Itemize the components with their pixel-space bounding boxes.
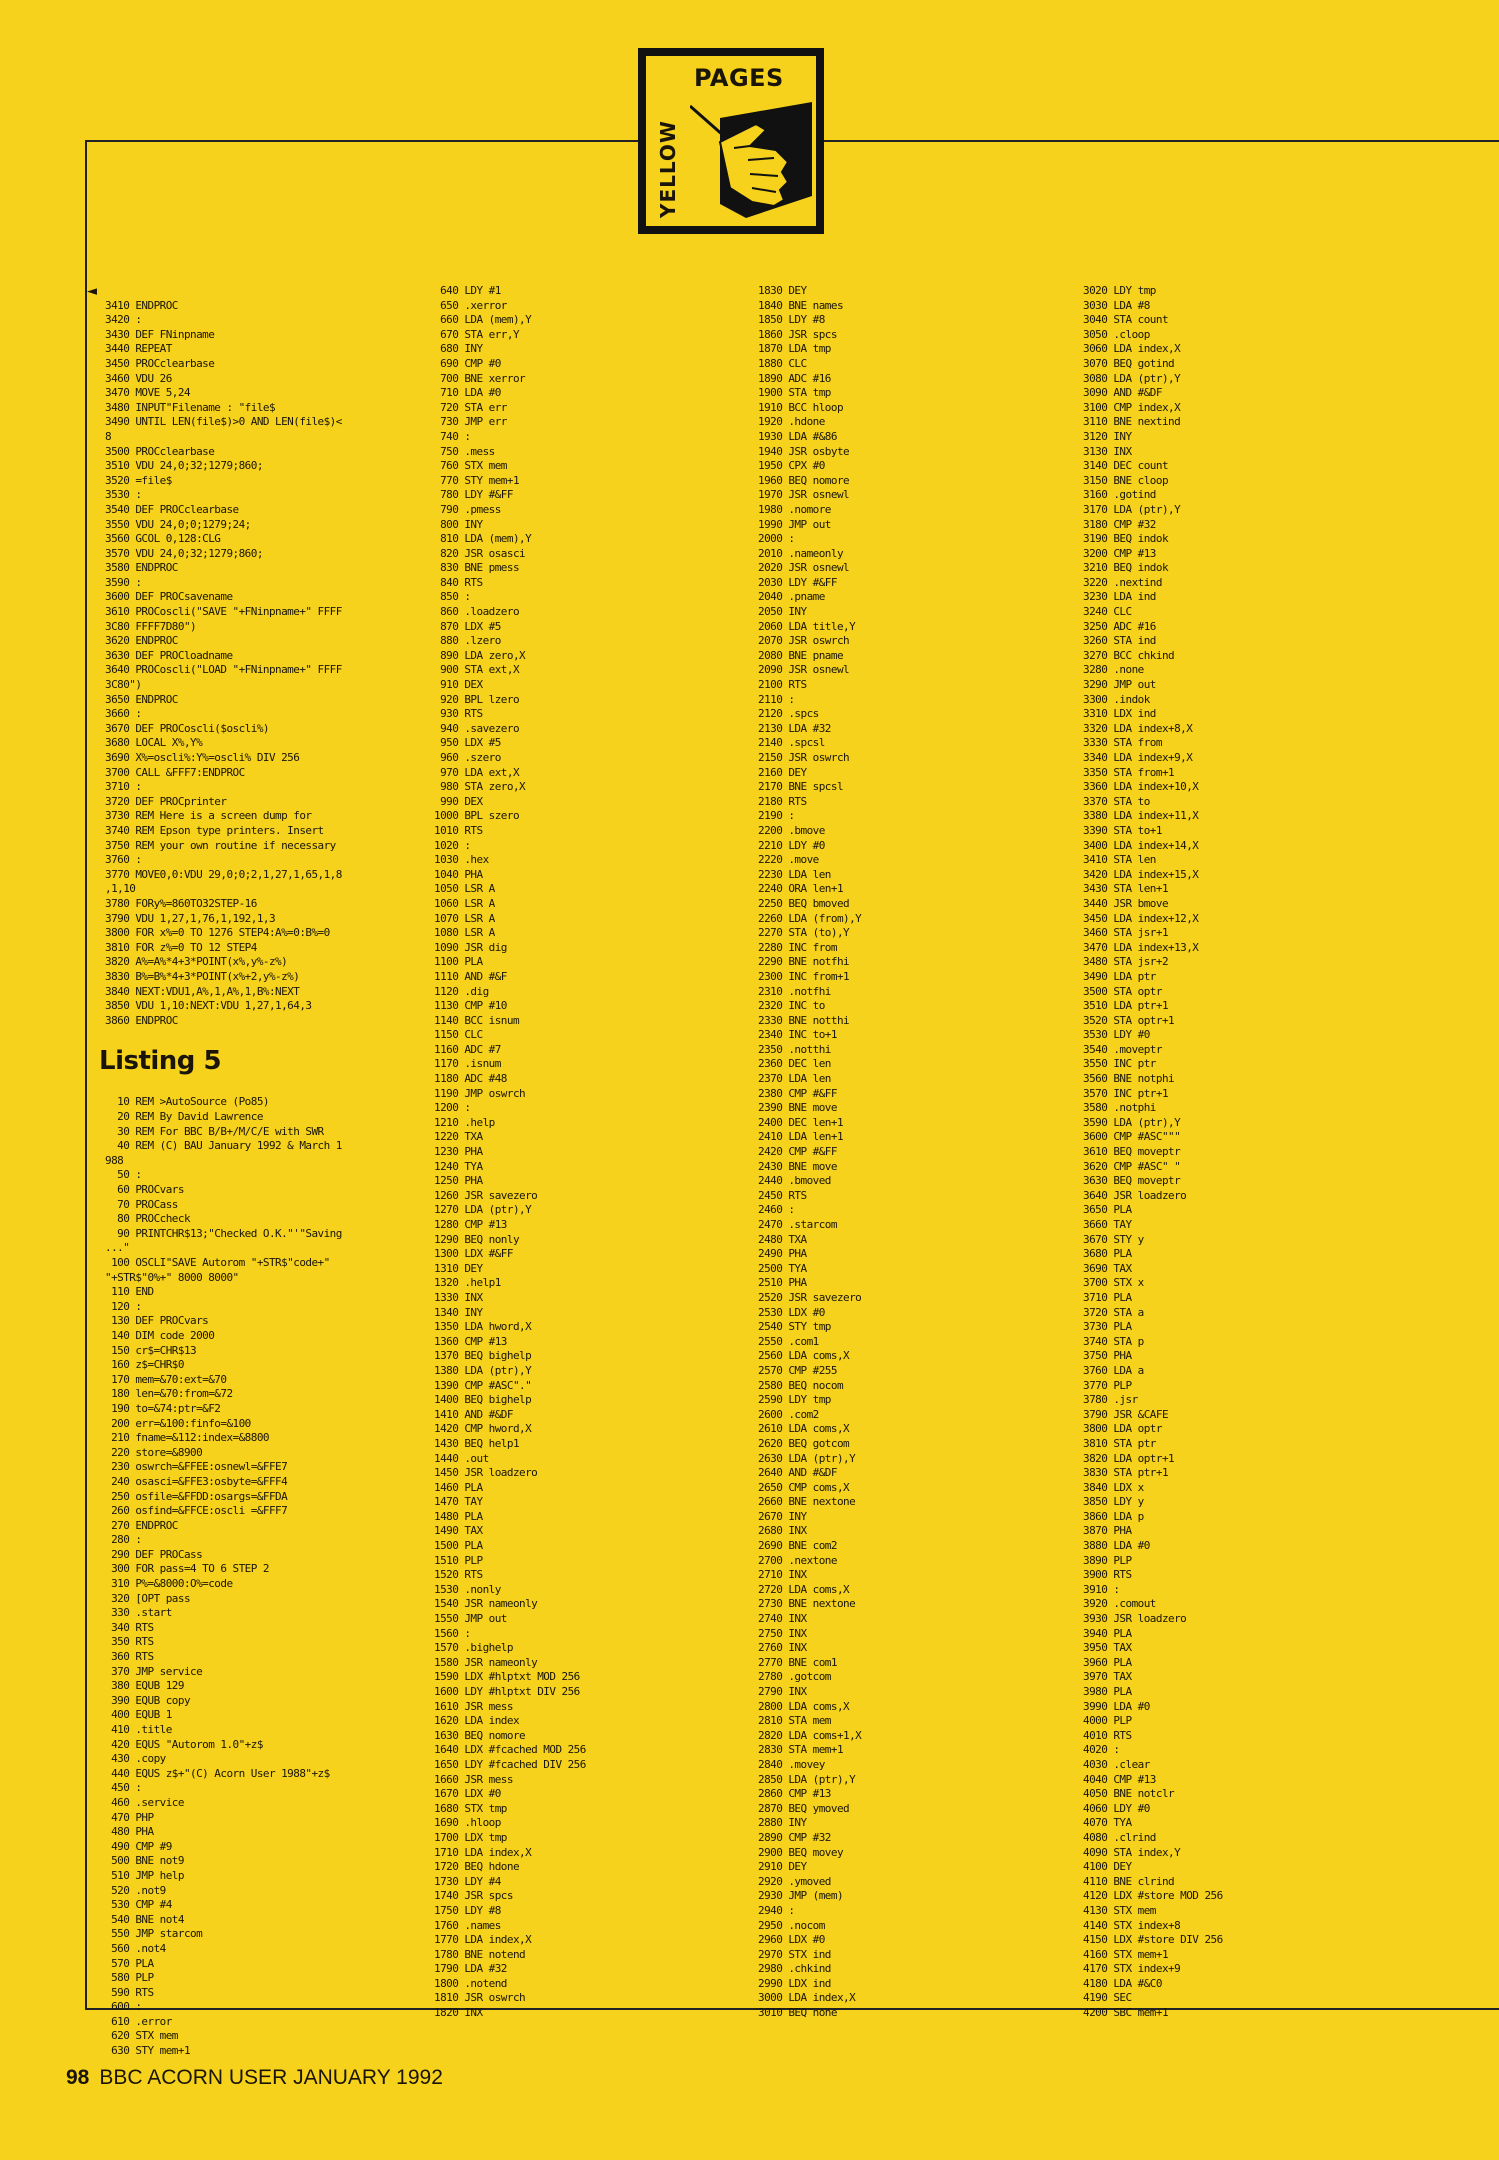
listing-column-1 — [99, 284, 342, 2073]
listing-4-tail: 3410 ENDPROC 3420 : 3430 DEF FNinpname 3440 REPEAT 3450 PROCclearbase 3460 VDU 26 3470 MOVE 5,24 3480 INPUT"Filename : "file$ 3490 UNTIL LEN(file$)>0 AND LEN(file$)< 8 3500 PROCclearbase 3510 VDU 24,0;32;1279;860; 3520 =file$ 3530 : 3540 DEF PROCclearbase 3550 VDU 24,0;0;1279;24; 3560 GCOL 0,128:CLG 3570 VDU 24,0;32;1279;860; 3580 ENDPROC 3590 : 3600 DEF PROCsavename 3610 PROCoscli("SAVE "+FNinpname+" FFFF 3C80 FFFF7D80") 3620 ENDPROC 3630 DEF PROCloadname 3640 PROCoscli("LOAD "+FNinpname+" FFFF 3C80") 3650 ENDPROC 3660 : 3670 DEF PROCoscli($oscli%) 3680 LOCAL X%,Y% 3690 X%=oscli%:Y%=oscli% DIV 256 3700 CALL &FFF7:ENDPROC 3710 : 3720 DEF PROCprinter 3730 REM Here is a screen dump for 3740 REM Epson type printers. Insert 3750 REM your own routine if necessary 3760 : 3770 MOVE0,0:VDU 29,0;0;2,1,27,1,65,1,8 ,1,10 3780 FORy%=860TO32STEP-16 3790 VDU 1,27,1,76,1,192,1,3 3800 FOR x%=0 TO 1276 STEP4:A%=0:B%=0 3810 FOR z%=0 TO 12 STEP4 3820 A%=A%*4+3*POINT(x%,y%-z%) 3830 B%=B%*4+3*POINT(x%+2,y%-z%) 3840 NEXT:VDU1,A%,1,A%,1,B%:NEXT 3850 VDU 1,10:NEXT:VDU 1,27,1,64,3 3860 ENDPROC — [105, 298, 342, 1027]
publication-line: BBC ACORN USER JANUARY 1992 — [99, 2066, 443, 2089]
continuation-arrow-icon: ◄ — [87, 284, 97, 299]
listing-column-2: 640 LDY #1 650 .xerror 660 LDA (mem),Y 670 STA err,Y 680 INY 690 CMP #0 700 BNE xerror 710 LDA #0 720 STA err 730 JMP err 740 : 750 .mess 760 STX mem 770 STY mem+1 780 LDY #&FF 790 .pmess 800 INY 810 LDA (mem),Y 820 JSR osasci 830 BNE pmess 840 RTS 850 : 860 .loadzero 870 LDX #5 880 .lzero 890 LDA zero,X 900 STA ext,X 910 DEX 920 BPL lzero 930 RTS 940 .savezero 950 LDX #5 960 .szero 970 LDA ext,X 980 STA zero,X 990 DEX 1000 BPL szero 1010 RTS 1020 : 1030 .hex 1040 PHA 1050 LSR A 1060 LSR A 1070 LSR A 1080 LSR A 1090 JSR dig 1100 PLA 1110 AND #&F 1120 .dig 1130 CMP #10 1140 BCC isnum 1150 CLC 1160 ADC #7 1170 .isnum 1180 ADC #48 1190 JMP oswrch 1200 : 1210 .help 1220 TXA 1230 PHA 1240 TYA 1250 PHA 1260 JSR savezero 1270 LDA (ptr),Y 1280 CMP #13 1290 BEQ nonly 1300 LDX #&FF 1310 DEY 1320 .help1 1330 INX 1340 INY 1350 LDA hword,X 1360 CMP #13 1370 BEQ bighelp 1380 LDA (ptr),Y 1390 CMP #ASC"." 1400 BEQ bighelp 1410 AND #&DF 1420 CMP hword,X 1430 BEQ help1 1440 .out 1450 JSR loadzero 1460 PLA 1470 TAY 1480 PLA 1490 TAX 1500 PLA 1510 PLP 1520 RTS 1530 .nonly 1540 JSR nameonly 1550 JMP out 1560 : 1570 .bighelp 1580 JSR nameonly 1590 LDX #hlptxt MOD 256 1600 LDY #hlptxt DIV 256 1610 JSR mess 1620 LDA index 1630 BEQ nomore 1640 LDX #fcached MOD 256 1650 LDY #fcached DIV 256 1660 JSR mess 1670 LDX #0 1680 STX tmp 1690 .hloop 1700 LDX tmp 1710 LDA index,X 1720 BEQ hdone 1730 LDY #4 1740 JSR spcs 1750 LDY #8 1760 .names 1770 LDA index,X 1780 BNE notend 1790 LDA #32 1800 .notend 1810 JSR oswrch 1820 INX — [434, 284, 586, 2020]
left-rule — [85, 140, 87, 2010]
logo-panel — [646, 56, 816, 226]
yellow-pages-logo — [638, 48, 824, 234]
listing-column-3: 1830 DEY 1840 BNE names 1850 LDY #8 1860 JSR spcs 1870 LDA tmp 1880 CLC 1890 ADC #16 1900 STA tmp 1910 BCC hloop 1920 .hdone 1930 LDA #&86 1940 JSR osbyte 1950 CPX #0 1960 BEQ nomore 1970 JSR osnewl 1980 .nomore 1990 JMP out 2000 : 2010 .nameonly 2020 JSR osnewl 2030 LDY #&FF 2040 .pname 2050 INY 2060 LDA title,Y 2070 JSR oswrch 2080 BNE pname 2090 JSR osnewl 2100 RTS 2110 : 2120 .spcs 2130 LDA #32 2140 .spcsl 2150 JSR oswrch 2160 DEY 2170 BNE spcsl 2180 RTS 2190 : 2200 .bmove 2210 LDY #0 2220 .move 2230 LDA len 2240 ORA len+1 2250 BEQ bmoved 2260 LDA (from),Y 2270 STA (to),Y 2280 INC from 2290 BNE notfhi 2300 INC from+1 2310 .notfhi 2320 INC to 2330 BNE notthi 2340 INC to+1 2350 .notthi 2360 DEC len 2370 LDA len 2380 CMP #&FF 2390 BNE move 2400 DEC len+1 2410 LDA len+1 2420 CMP #&FF 2430 BNE move 2440 .bmoved 2450 RTS 2460 : 2470 .starcom 2480 TXA 2490 PHA 2500 TYA 2510 PHA 2520 JSR savezero 2530 LDX #0 2540 STY tmp 2550 .com1 2560 LDA coms,X 2570 CMP #255 2580 BEQ nocom 2590 LDY tmp 2600 .com2 2610 LDA coms,X 2620 BEQ gotcom 2630 LDA (ptr),Y 2640 AND #&DF 2650 CMP coms,X 2660 BNE nextone 2670 INY 2680 INX 2690 BNE com2 2700 .nextone 2710 INX 2720 LDA coms,X 2730 BNE nextone 2740 INX 2750 INX 2760 INX 2770 BNE com1 2780 .gotcom 2790 INX 2800 LDA coms,X 2810 STA mem 2820 LDA coms+1,X 2830 STA mem+1 2840 .movey 2850 LDA (ptr),Y 2860 CMP #13 2870 BEQ ymoved 2880 INY 2890 CMP #32 2900 BEQ movey 2910 DEY 2920 .ymoved 2930 JMP (mem) 2940 : 2950 .nocom 2960 LDX #0 2970 STX ind 2980 .chkind 2990 LDX ind 3000 LDA index,X 3010 BEQ none — [758, 284, 862, 2020]
listing-5-heading: Listing 5 — [99, 1045, 222, 1076]
page-footer — [66, 2066, 443, 2090]
logo-pages-text: PAGES — [694, 64, 784, 92]
logo-yellow-text: YELLOW — [656, 120, 680, 218]
page-number: 98 — [66, 2066, 90, 2089]
listing-column-4: 3020 LDY tmp 3030 LDA #8 3040 STA count 3050 .cloop 3060 LDA index,X 3070 BEQ gotind 3080 LDA (ptr),Y 3090 AND #&DF 3100 CMP index,X 3110 BNE nextind 3120 INY 3130 INX 3140 DEC count 3150 BNE cloop 3160 .gotind 3170 LDA (ptr),Y 3180 CMP #32 3190 BEQ indok 3200 CMP #13 3210 BEQ indok 3220 .nextind 3230 LDA ind 3240 CLC 3250 ADC #16 3260 STA ind 3270 BCC chkind 3280 .none 3290 JMP out 3300 .indok 3310 LDX ind 3320 LDA index+8,X 3330 STA from 3340 LDA index+9,X 3350 STA from+1 3360 LDA index+10,X 3370 STA to 3380 LDA index+11,X 3390 STA to+1 3400 LDA index+14,X 3410 STA len 3420 LDA index+15,X 3430 STA len+1 3440 JSR bmove 3450 LDA index+12,X 3460 STA jsr+1 3470 LDA index+13,X 3480 STA jsr+2 3490 LDA ptr 3500 STA optr 3510 LDA ptr+1 3520 STA optr+1 3530 LDY #0 3540 .moveptr 3550 INC ptr 3560 BNE notphi 3570 INC ptr+1 3580 .notphi 3590 LDA (ptr),Y 3600 CMP #ASC""" 3610 BEQ moveptr 3620 CMP #ASC" " 3630 BEQ moveptr 3640 JSR loadzero 3650 PLA 3660 TAY 3670 STY y 3680 PLA 3690 TAX 3700 STX x 3710 PLA 3720 STA a 3730 PLA 3740 STA p 3750 PHA 3760 LDA a 3770 PLP 3780 .jsr 3790 JSR &CAFE 3800 LDA optr 3810 STA ptr 3820 LDA optr+1 3830 STA ptr+1 3840 LDX x 3850 LDY y 3860 LDA p 3870 PHA 3880 LDA #0 3890 PLP 3900 RTS 3910 : 3920 .comout 3930 JSR loadzero 3940 PLA 3950 TAX 3960 PLA 3970 TAX 3980 PLA 3990 LDA #0 4000 PLP 4010 RTS 4020 : 4030 .clear 4040 CMP #13 4050 BNE notclr 4060 LDY #0 4070 TYA 4080 .clrind 4090 STA index,Y 4100 DEY 4110 BNE clrind 4120 LDX #store MOD 256 4130 STX mem 4140 STX index+8 4150 LDX #store DIV 256 4160 STX mem+1 4170 STX index+9 4180 LDA #&C0 4190 SEC 4200 SBC mem+1 — [1083, 284, 1223, 2020]
listing-5-start: 10 REM >AutoSource (Po85) 20 REM By David Lawrence 30 REM For BBC B/B+/M/C/E with SWR 40 REM (C) BAU January 1992 & March 1 988 50 : 60 PROCvars 70 PROCass 80 PROCcheck 90 PRINTCHR$13;"Checked O.K."'"Saving ..." 100 OSCLI"SAVE Autorom "+STR$"code+" "+STR$"0%+" 8000 8000" 110 END 120 : 130 DEF PROCvars 140 DIM code 2000 150 cr$=CHR$13 160 z$=CHR$0 170 mem=&70:ext=&70 180 len=&70:from=&72 190 to=&74:ptr=&F2 200 err=&100:finfo=&100 210 fname=&112:index=&8800 220 store=&8900 230 oswrch=&FFEE:osnewl=&FFE7 240 osasci=&FFE3:osbyte=&FFF4 250 osfile=&FFDD:osargs=&FFDA 260 osfind=&FFCE:oscli =&FFF7 270 ENDPROC 280 : 290 DEF PROCass 300 FOR pass=4 TO 6 STEP 2 310 P%=&8000:O%=code 320 [OPT pass 330 .start 340 RTS 350 RTS 360 RTS 370 JMP service 380 EQUB 129 390 EQUB copy 400 EQUB 1 410 .title 420 EQUS "Autorom 1.0"+z$ 430 .copy 440 EQUS z$+"(C) Acorn User 1988"+z$ 450 : 460 .service 470 PHP 480 PHA 490 CMP #9 500 BNE not9 510 JMP help 520 .not9 530 CMP #4 540 BNE not4 550 JMP starcom 560 .not4 570 PLA 580 PLP 590 RTS 600 : 610 .error 620 STX mem 630 STY mem+1 — [105, 1095, 342, 2058]
pointing-hand-icon — [690, 96, 814, 224]
